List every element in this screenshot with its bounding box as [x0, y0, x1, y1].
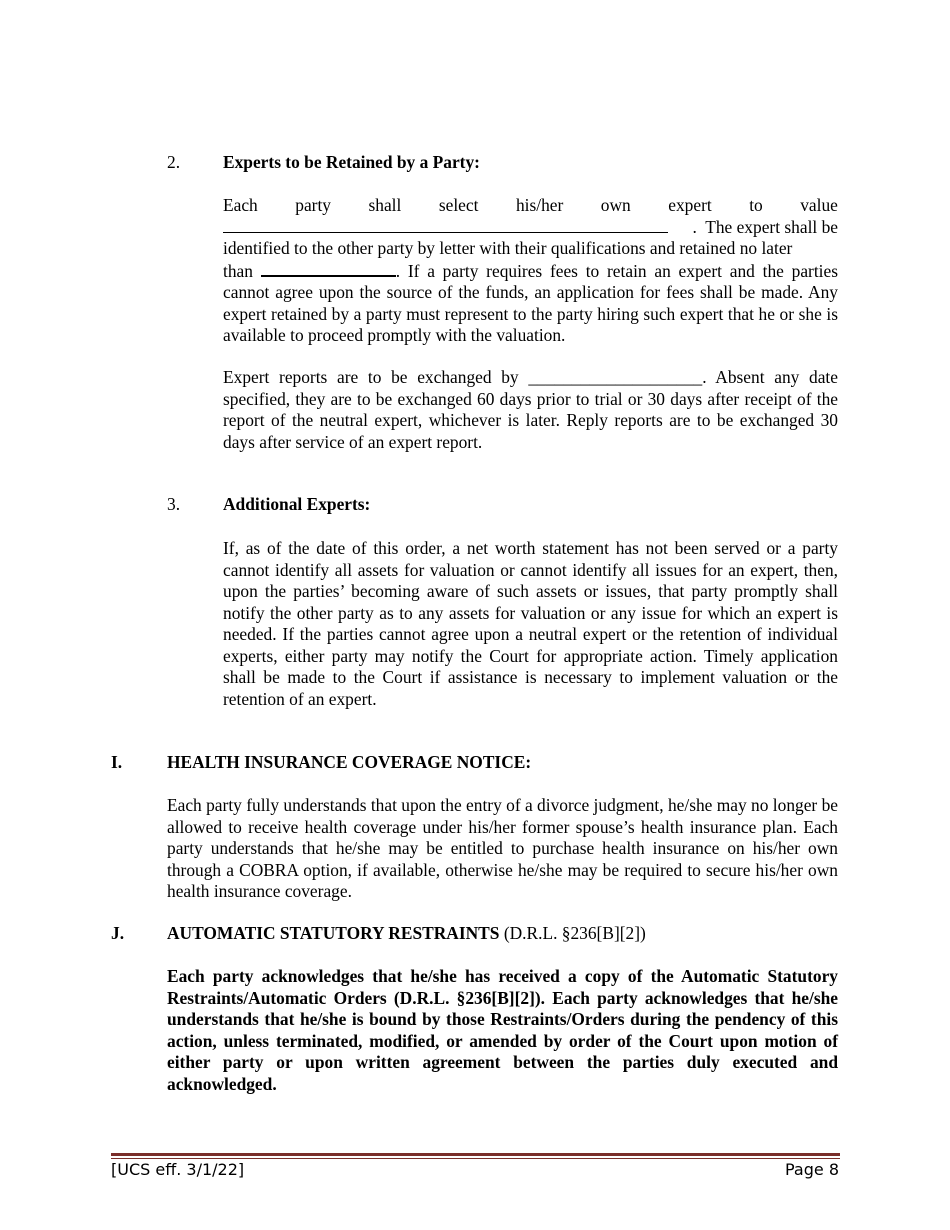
section-2-paragraph-1 — [223, 195, 838, 347]
first-line-word: own — [600, 195, 631, 215]
section-2-third-line: identified to the other party by letter with their qualifications and retained no later — [223, 238, 793, 258]
first-line-word: his/her — [515, 195, 564, 215]
section-2-heading: Experts to be Retained by a Party: — [223, 152, 480, 172]
section-j-body: Each party acknowledges that he/she has received a copy of the Automatic Statutory Restraints/Automatic Orders (D.R.L. §236[B][2]). Each party acknowledges that he/she understands that he/she is bound by those Restraints/Orders during the pendency of this action, unless terminated, modified, or amended by order of the Court upon motion of either party or upon written agreement between the parties duly executed and acknowledged. — [167, 966, 838, 1094]
expert-subject-blank — [223, 217, 668, 233]
first-line-word: party — [295, 195, 331, 215]
section-2-p2-first-line: Expert reports are to be exchanged by ____________________. Absent any date — [223, 367, 838, 387]
first-line-word: value — [800, 195, 838, 215]
section-i-heading: HEALTH INSURANCE COVERAGE NOTICE: — [167, 752, 532, 772]
section-2-number: 2. — [167, 152, 181, 172]
section-3-body: If, as of the date of this order, a net worth statement has not been served or a party cannot identify all assets for valuation or cannot identify all issues for an expert, then, upon the parties’ becoming aware of such assets or issues, that party promptly shall notify the other party as to any assets for valuation or any issue for which an expert is needed. If the parties cannot agree upon a neutral expert or the retention of individual experts, either party may notify the Court for appropriate action. Timely application shall be made to the Court if assistance is necessary to implement valuation or the retention of an expert. — [223, 538, 838, 709]
section-2-paragraph-1-rest: cannot agree upon the source of the funds, an application for fees shall be made. Any expert retained by a party must represent to the party hiring such expert that he or she is available to proceed promptly with the valuation. — [223, 282, 838, 345]
footer-page-number: Page 8 — [785, 1160, 839, 1179]
retention-date-blank — [261, 260, 396, 277]
section-3-heading: Additional Experts: — [223, 494, 371, 514]
section-j-heading: AUTOMATIC STATUTORY RESTRAINTS — [167, 923, 500, 943]
first-line-word: shall — [368, 195, 402, 215]
first-line-word: to — [749, 195, 763, 215]
section-3-number: 3. — [167, 494, 181, 514]
section-j-letter: J. — [111, 923, 125, 943]
section-j-heading-line — [167, 923, 646, 945]
section-i-letter: I. — [111, 752, 123, 772]
footer-rule-thin — [111, 1158, 840, 1159]
section-2-second-line: . The expert shall be — [223, 217, 838, 239]
first-line-word: select — [438, 195, 479, 215]
first-line-word: Each — [223, 195, 258, 215]
section-j-citation: (D.R.L. §236[B][2]) — [499, 923, 646, 943]
first-line-word: expert — [668, 195, 712, 215]
section-2-p2-rest: specified, they are to be exchanged 60 days prior to trial or 30 days after receipt of the report of the neutral expert, whichever is later. Reply reports are to be exchanged 30 days after service of an expert report. — [223, 388, 838, 452]
section-2-paragraph-2 — [223, 367, 838, 453]
footer-form-version: [UCS eff. 3/1/22] — [111, 1160, 245, 1179]
footer-rule-thick — [111, 1153, 840, 1156]
section-2-fourth-line: than . If a party requires fees to retain an expert and the parties — [223, 260, 839, 281]
section-i-body: Each party fully understands that upon the entry of a divorce judgment, he/she may no longer be allowed to receive health coverage under his/her former spouse’s health insurance plan. Each party understands that he/she may be entitled to purchase health insurance on his/her own through a COBRA option, if available, otherwise he/she may be required to secure his/her own health insurance coverage. — [167, 795, 838, 901]
exchange-date-blank: ____________________ — [528, 367, 703, 387]
section-2-first-line — [223, 195, 838, 217]
